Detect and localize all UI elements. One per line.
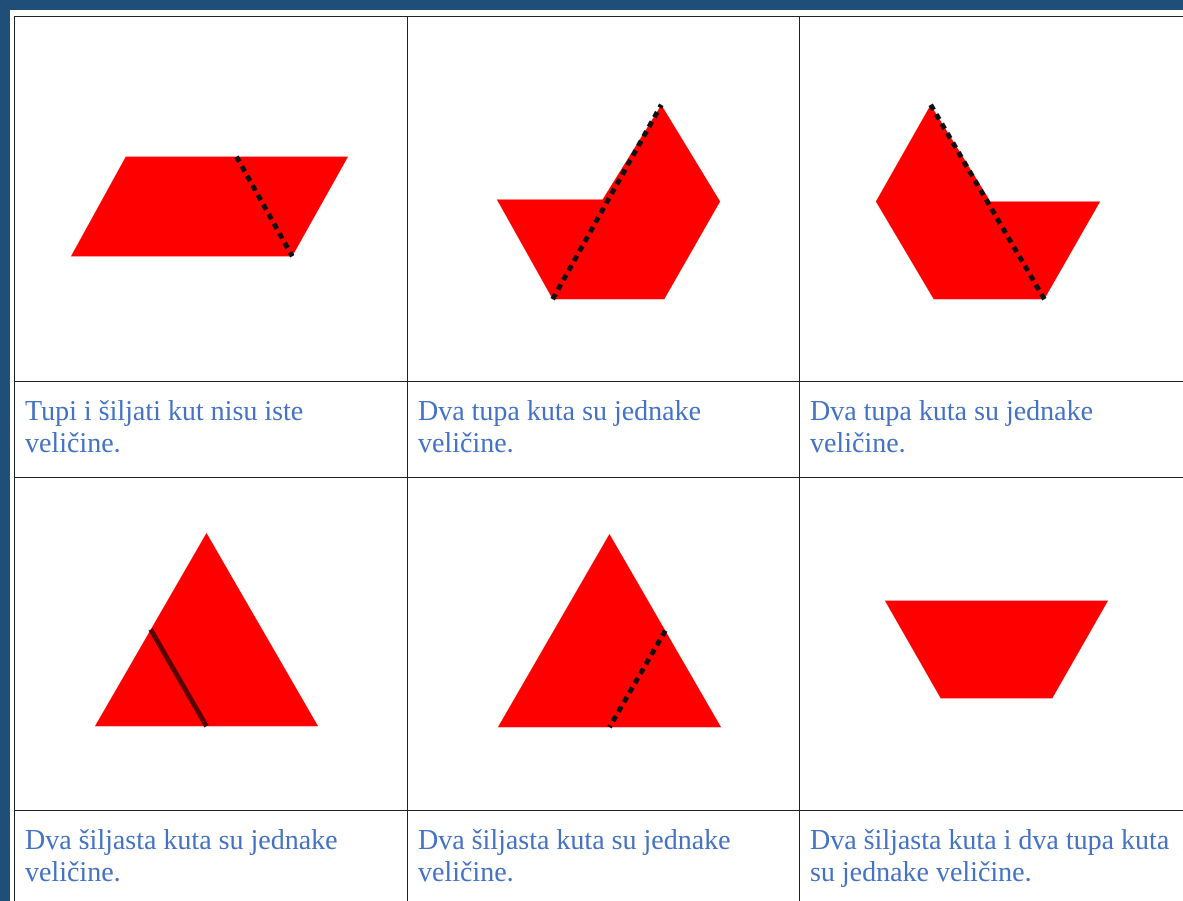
caption-cell-4 — [14, 810, 407, 901]
caption-cell-5 — [407, 810, 799, 901]
triangle-shape — [95, 533, 318, 726]
caption-cell-1 — [14, 381, 407, 477]
triangle-shape — [498, 534, 721, 727]
caption-text: Dva šiljasta kuta su jednake veličine. — [418, 825, 731, 888]
trapezoid-shape — [885, 601, 1108, 699]
hexagon-figure-left — [408, 17, 799, 381]
trapezoid-figure — [800, 478, 1183, 810]
shapes-table — [14, 16, 1183, 901]
image-cell-2 — [407, 16, 799, 381]
parallelogram-shape — [71, 157, 348, 257]
triangle-figure-solid-cut — [15, 478, 407, 810]
caption-cell-3 — [799, 381, 1183, 477]
parallelogram-figure — [15, 17, 407, 381]
image-cell-4 — [14, 477, 407, 810]
caption-text: Dva tupa kuta su jednake veličine. — [418, 396, 702, 459]
caption-text: Tupi i šiljati kut nisu iste veličine. — [25, 396, 304, 459]
caption-text: Dva šiljasta kuta su jednake veličine. — [25, 825, 338, 888]
image-cell-5 — [407, 477, 799, 810]
left-accent-bar — [0, 0, 10, 901]
caption-text: Dva šiljasta kuta i dva tupa kuta su jednake veličine. — [810, 825, 1170, 888]
image-cell-3 — [799, 16, 1183, 381]
image-cell-6 — [799, 477, 1183, 810]
image-cell-1 — [14, 16, 407, 381]
caption-cell-2 — [407, 381, 799, 477]
hexagon-figure-right — [800, 17, 1183, 381]
top-accent-bar — [0, 0, 1183, 10]
caption-cell-6 — [799, 810, 1183, 901]
triangle-figure-dotted-cut — [408, 478, 799, 810]
caption-text: Dva tupa kuta su jednake veličine. — [810, 396, 1094, 459]
